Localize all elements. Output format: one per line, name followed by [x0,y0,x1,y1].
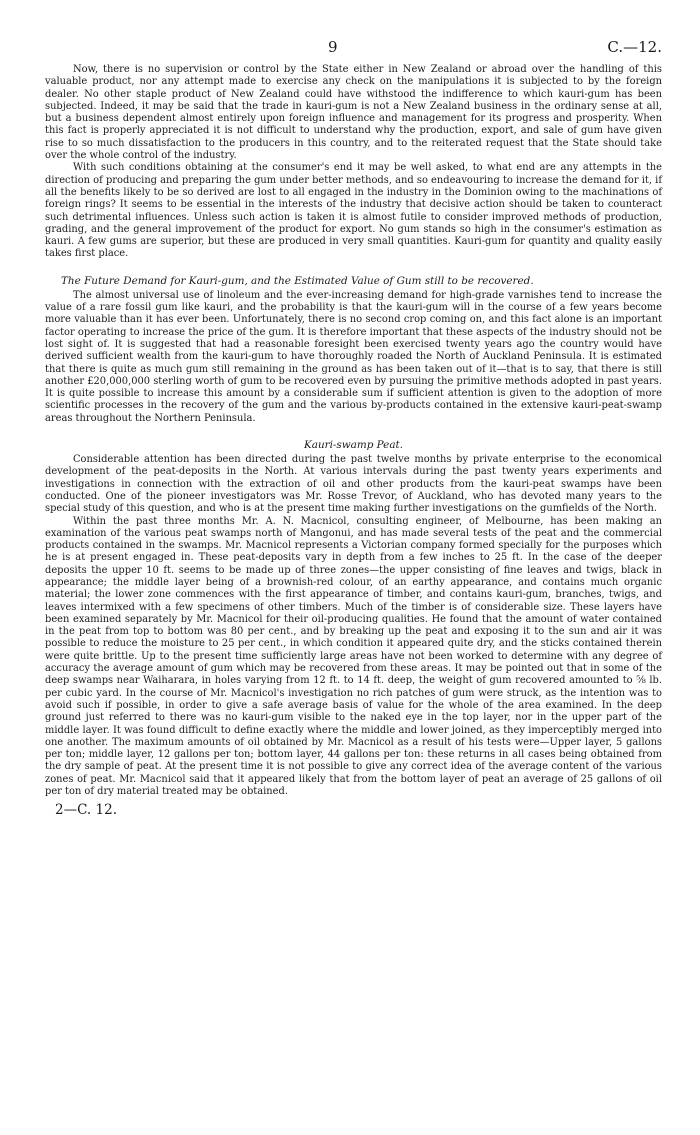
page-header [45,38,662,64]
section-heading-kauri-swamp-peat: Kauri-swamp Peat. [303,439,404,452]
paragraph-future-demand: The almost universal use of linoleum and the ever-increasing demand for high-grade varnishes tend to increase the value of a rare fossil gum like kauri, and the probability is that the kauri-gum will in the course of a few years become more valuable than it has ever been. Unfortunately, there is no second crop coming on, and this fact alone is an important factor operating to increase the price of the gum. It is therefore important that these aspects of the industry should not be lost sight of. It is suggested that had a reasonable foresight been exercised twenty years ago the country would have derived sufficient wealth from the kauri-gum to have thoroughly roaded the North of Auckland Peninsula. It is estimated that there is quite as much gum still remaining in the ground as has been taken out of it—that is to say, that there is still another £20,000,000 sterling worth of gum to be recovered even by pursuing the primitive methods adopted in past years. It is quite possible to increase this amount by a considerable sum if sufficient attention is given to the adoption of more scientific processes in the recovery of the gum and the various by-products contained in the extensive kauri-peat-swamp areas throughout the Northern Peninsula. [45,289,662,424]
signature-mark: 2—C. 12. [55,802,117,819]
paragraph-macnicol-examination: Within the past three months Mr. A. N. Macnicol, consulting engineer, of Melbourne, has been making an examination of the various peat swamps north of Mangonui, and has made several tests of the peat and the commercial products contained in the swamps. Mr. Macnicol represents a Victorian company formed specially for the purposes which he is at present engaged in. These peat-deposits vary in depth from a few inches to 25 ft. In the case of the deeper deposits the upper 10 ft. seems to be made up of three zones—the upper consisting of fine leaves and twigs, black in appearance; the middle layer being of a brownish-red colour, of an earthy appearance, and contains much organic material; the lower zone commences with the first appearance of timber, and contains kauri-gum, branches, twigs, and leaves intermixed with a few specimens of other timbers. Much of the timber is of considerable size. These layers have been examined separately by Mr. Macnicol for their oil-producing qualities. He found that the amount of water contained in the peat from top to bottom was 80 per cent., and by breaking up the peat and exposing it to the sun and air it was possible to reduce the moisture to 25 per cent., in which condition it appeared quite dry, and the sticks contained therein were quite brittle. Up to the present time sufficiently large areas have not been worked to determine with any degree of accuracy the average amount of gum which may be recovered from these areas. It may be pointed out that in some of the deep swamps near Waiharara, in holes varying from 12 ft. to 14 ft. deep, the weight of gum recovered amounted to ⅝ lb. per cubic yard. In the course of Mr. Macnicol's investigation no rich patches of gum were struck, as the intention was to avoid such if possible, in order to give a safe average basis of value for the whole of the area examined. In the deep ground just referred to there was no kauri-gum visible to the naked eye in the top layer, nor in the upper part of the middle layer. It was found difficult to define exactly where the middle and lower joined, as they imperceptibly merged into one another. The maximum amounts of oil obtained by Mr. Macnicol as a result of his tests were—Upper layer, 5 gallons per ton; middle layer, 12 gallons per ton; bottom layer, 44 gallons per ton: these returns in all cases being obtained from the dry sample of peat. At the present time it is not possible to give any correct idea of the average content of the various zones of peat. Mr. Macnicol said that it appeared likely that from the bottom layer of peat an average of 25 gallons of oil per ton of dry material treated may be obtained. [45,515,662,798]
section-heading-future-demand: The Future Demand for Kauri-gum, and the Estimated Value of Gum still to be recovered. [61,274,534,287]
page-body [45,64,662,817]
paragraph-consumer-conditions: With such conditions obtaining at the consumer's end it may be well asked, to what end are any attempts in the direction of producing and preparing the gum under better methods, and so endeavouring to increase the demand for it, if all the benefits likely to be so derived are lost to all engaged in the industry in the Dominion owing to the machinations of foreign rings? It seems to be essential in the interests of the industry that decisive action should be taken to counteract such detrimental influences. Unless such action is taken it is almost futile to consider improved methods of production, grading, and the general improvement of the product for export. No gum stands so high in the consumer's estimation as kauri. A few gums are superior, but these are produced in very small quantities. Kauri-gum for quantity and quality easily takes first place. [45,162,662,260]
page-number: 9 [328,38,338,56]
paragraph-peat-attention: Considerable attention has been directed during the past twelve months by private enterprise to the economical development of the peat-deposits in the North. At various intervals during the past twenty years experiments and investigations in connection with the extraction of oil and other products from the kauri-peat swamps have been conducted. One of the pioneer investigators was Mr. Rosse Trevor, of Auckland, who has devoted many years to the special study of this question, and who is at the present time making further investigations on the gumfields of the North. [45,454,662,515]
document-reference: C.—12. [607,38,662,56]
paragraph-supervision: Now, there is no supervision or control by the State either in New Zealand or abroad over the handling of this valuable product, nor any attempt made to exercise any check on the manipulations it is subjected to by the foreign dealer. No other staple product of New Zealand could have withstood the indifference to which kauri-gum has been subjected. Indeed, it may be said that the trade in kauri-gum is not a New Zealand business in the ordinary sense at all, but a business dependent almost entirely upon foreign influence and management for its progress and prosperity. When this fact is properly appreciated it is not difficult to understand why the production, export, and sale of gum have given rise to so much dissatisfaction to the producers in this country, and to the reiterated request that the State should take over the whole control of the industry. [45,64,662,162]
